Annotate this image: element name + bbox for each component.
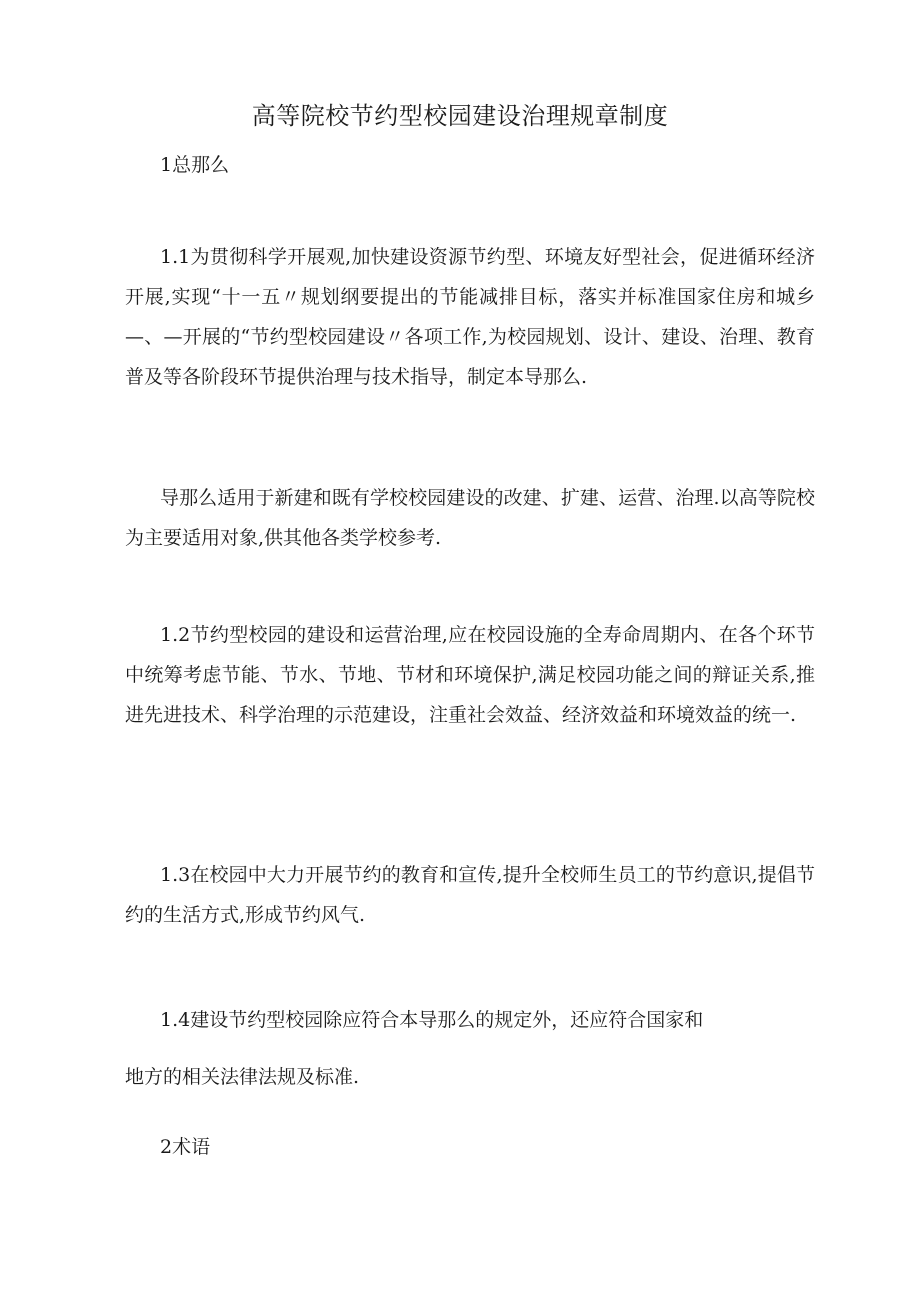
- paragraph-1-4-line-2: 地方的相关法律法规及标准.: [125, 1066, 360, 1088]
- paragraph-1-2: 1.2节约型校园的建设和运营治理,应在校园设施的全寿命周期内、在各个环节中统筹考虑节能、节水、节地、节材和环境保护,满足校园功能之间的辩证关系,推进先进技术、科学治理的示范建设，注重社会效益、经济效益和环境效益的统一.: [125, 624, 815, 726]
- section-1-heading: 1总那么: [160, 154, 230, 176]
- paragraph-1-4-line-1: 1.4建设节约型校园除应符合本导那么的规定外，还应符合国家和: [160, 1009, 704, 1031]
- document-title: 高等院校节约型校园建设治理规章制度: [251, 102, 669, 130]
- section-2-heading: 2术语: [160, 1136, 211, 1158]
- paragraph-1-3: 1.3在校园中大力开展节约的教育和宣传,提升全校师生员工的节约意识,提倡节约的生活方式,形成节约风气.: [125, 864, 815, 926]
- paragraph-scope: 导那么适用于新建和既有学校校园建设的改建、扩建、运营、治理.以高等院校为主要适用对象,供其他各类学校参考.: [125, 487, 815, 549]
- paragraph-1-1: 1.1为贯彻科学开展观,加快建设资源节约型、环境友好型社会，促进循环经济开展,实现“十一五〃规划纲要提出的节能减排目标，落实并标准国家住房和城乡—、—开展的“节约型校园建设〃各项工作,为校园规划、设计、建设、治理、教育普及等各阶段环节提供治理与技术指导，制定本导那么.: [125, 246, 815, 388]
